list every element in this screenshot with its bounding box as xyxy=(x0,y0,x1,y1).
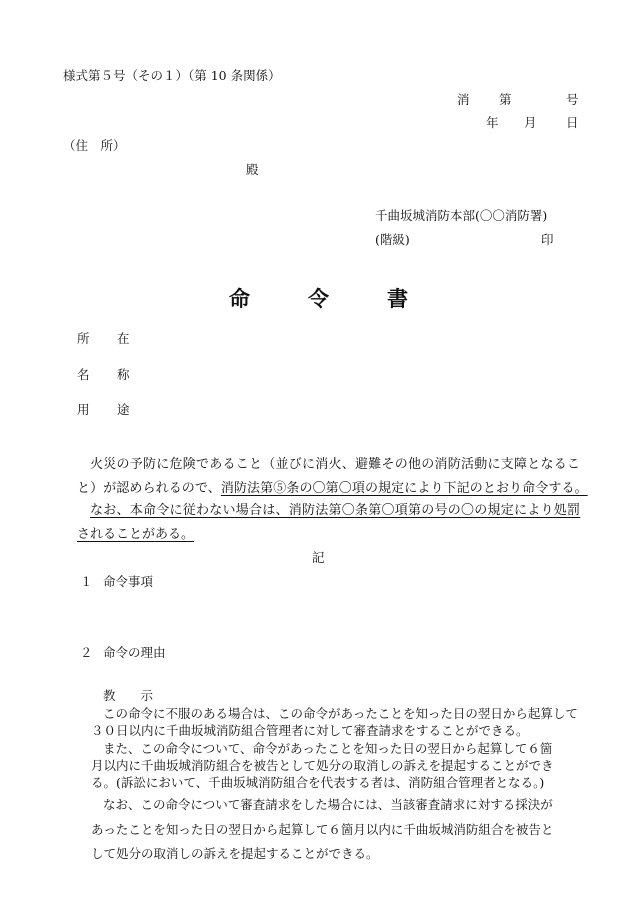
body-paragraph-2-line-1: なお、本命令に従わない場合は、消防法第〇条第〇項第の号の〇の規定により処罰 xyxy=(90,503,581,518)
notice-line-4: 月以内に千曲坂城消防組合を被告として処分の取消しの訴えを提起することができ xyxy=(91,758,554,773)
section-1-number: １ xyxy=(80,574,93,589)
date-year: 年 xyxy=(486,115,499,130)
date-month: 月 xyxy=(524,115,537,130)
body-text-plain: と）が認められるので、 xyxy=(77,481,221,496)
issuer-rank: (階級) xyxy=(375,232,410,247)
notice-line-8: して処分の取消しの訴えを提起することができる。 xyxy=(91,846,379,861)
form-number: 様式第５号（その１）（第 10 条関係） xyxy=(63,68,281,83)
date-day: 日 xyxy=(566,115,579,130)
notice-line-2: ３０日以内に千曲坂城消防組合管理者に対して審査請求をすることができる。 xyxy=(91,723,529,738)
notice-heading: 教 示 xyxy=(103,688,154,703)
title-char-1: 命 xyxy=(229,286,250,311)
body-paragraph-2-line-2: されることがある。 xyxy=(77,527,195,542)
doc-number-prefix: 消 xyxy=(457,92,470,107)
field-name-char-1: 名 xyxy=(77,367,90,382)
issuer-organization: 千曲坂城消防本部(〇〇消防署) xyxy=(375,208,548,223)
field-location-char-1: 所 xyxy=(77,331,90,346)
title-char-2: 令 xyxy=(308,286,329,311)
doc-number-dai: 第 xyxy=(499,92,512,107)
section-2-number: ２ xyxy=(80,645,93,660)
doc-number-go: 号 xyxy=(566,92,579,107)
notice-line-7: あったことを知った日の翌日から起算して６箇月以内に千曲坂城消防組合を被告と xyxy=(91,822,554,837)
field-location-char-2: 在 xyxy=(117,331,130,346)
ki-marker: 記 xyxy=(312,550,325,565)
field-name-char-2: 称 xyxy=(117,367,130,382)
body-paragraph-1-line-1: 火災の予防に危険であること（並びに消火、避難その他の消防活動に支障となるこ xyxy=(90,457,581,472)
notice-line-3: また、この命令について、命令があったことを知った日の翌日から起算して６箇 xyxy=(103,741,553,756)
seal-mark: 印 xyxy=(541,232,554,247)
section-2-label: 命令の理由 xyxy=(103,645,166,660)
title-char-3: 書 xyxy=(387,286,408,311)
honorific-dono: 殿 xyxy=(246,162,259,177)
field-use-char-1: 用 xyxy=(77,402,90,417)
notice-line-5: る。(訴訟において、千曲坂城消防組合を代表する者は、消防組合管理者となる。) xyxy=(91,775,545,790)
address-label: （住 所） xyxy=(63,138,126,153)
notice-line-1: この命令に不服のある場合は、この命令があったことを知った日の翌日から起算して xyxy=(103,706,578,721)
section-1-label: 命令事項 xyxy=(103,574,154,589)
body-text-underlined: 消防法第⑤条の〇第〇項の規定により下記のとおり命令する。 xyxy=(220,481,588,496)
field-use-char-2: 途 xyxy=(117,402,130,417)
body-paragraph-1-line-2 xyxy=(77,481,588,497)
notice-line-6: なお、この命令について審査請求をした場合には、当該審査請求に対する採決が xyxy=(103,797,553,812)
